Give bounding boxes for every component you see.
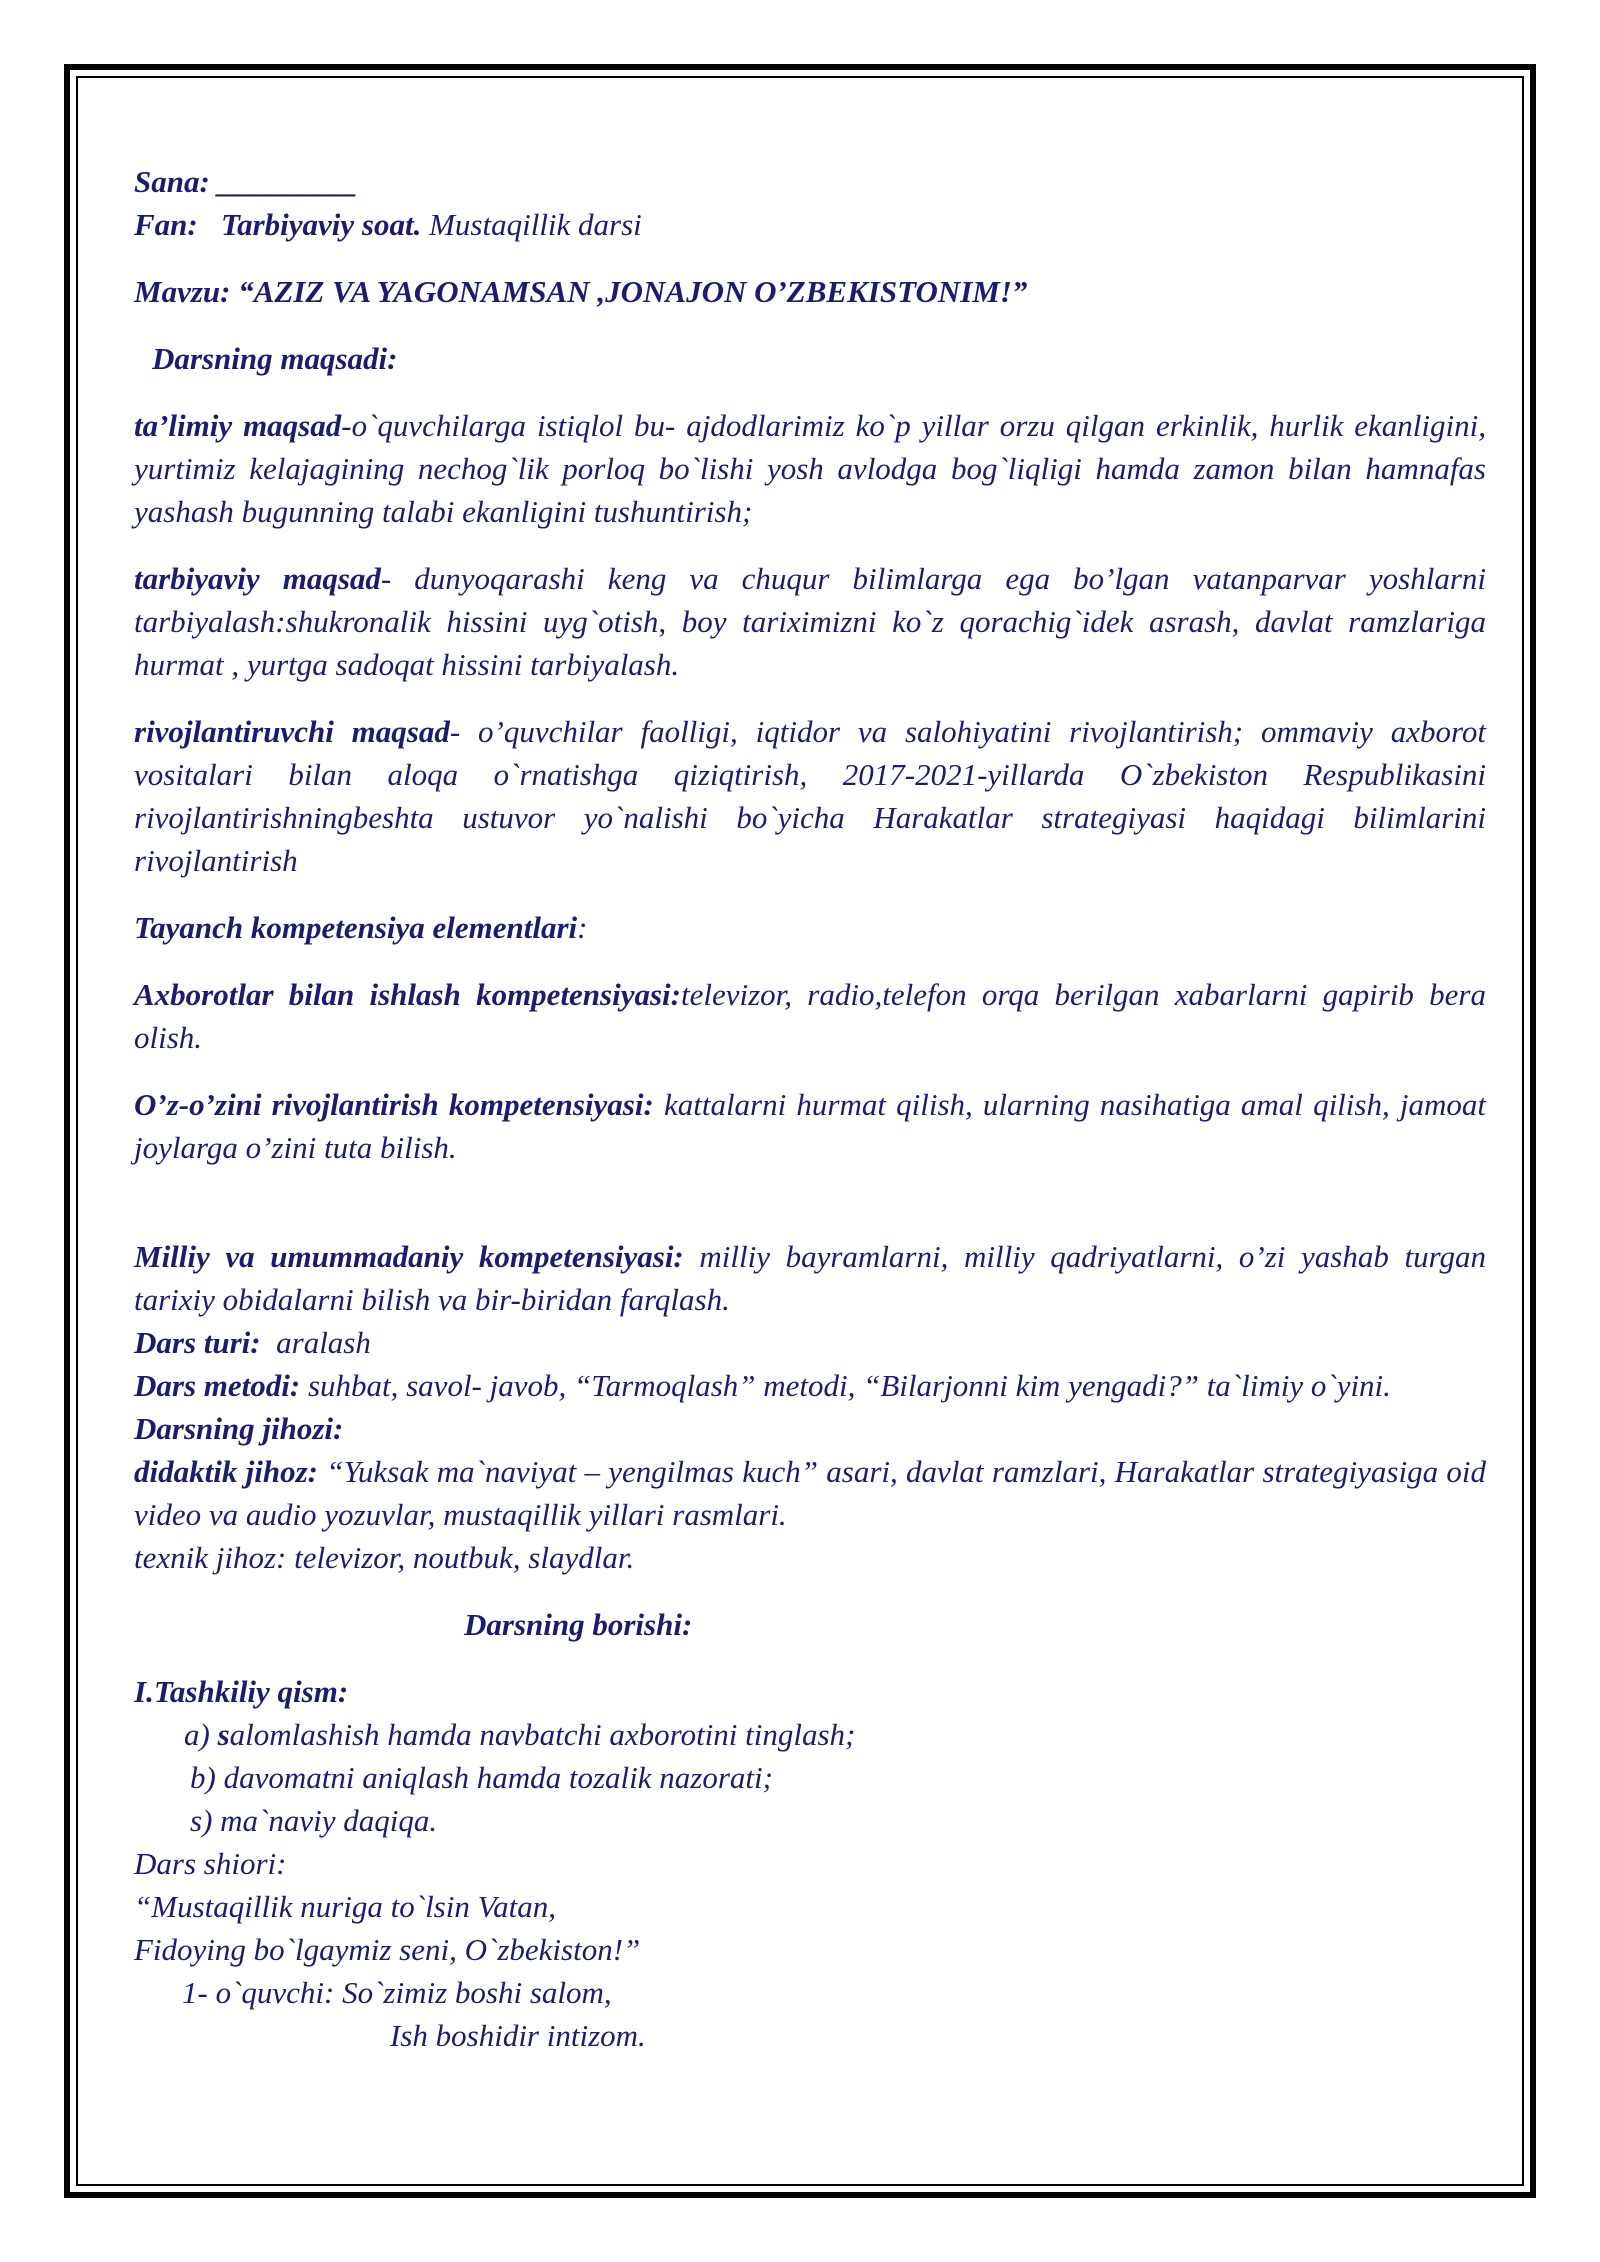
fan-line	[134, 203, 1486, 246]
lesson-plan-document	[134, 160, 1486, 2057]
turi-label: Dars turi:	[134, 1325, 261, 1360]
item-a-text: alomlashish hamda navbatchi axborotini tinglash;	[229, 1717, 856, 1752]
turi-line	[134, 1321, 1486, 1364]
milliy-label: Milliy va umummadaniy kompetensiyasi:	[134, 1239, 684, 1274]
fan-subject: Tarbiyaviy soat.	[221, 207, 422, 242]
sana-blank: _________	[217, 164, 358, 199]
tarbiyaviy-paragraph	[134, 557, 1486, 686]
talimiy-paragraph	[134, 404, 1486, 533]
talimiy-label: ta’limiy maqsad	[134, 408, 342, 443]
list-item-s: s) ma`naviy daqiqa.	[190, 1803, 438, 1838]
talimiy-text: -o`quvchilarga istiqlol bu- ajdodlarimiz ko`p yillar orzu qilgan erkinlik, hurlik ekanligini, yurtimiz kelajagining nechog`lik porloq bo`lishi yosh avlodga bog`liqligi hamda zamon bilan hamnafas yashash bugunning talabi ekanligini tushuntirish;	[134, 408, 1486, 529]
student-1-line: 1- o`quvchi: So`zimiz boshi salom,	[182, 1975, 612, 2010]
fan-rest: Mustaqillik darsi	[429, 207, 642, 242]
turi-text: aralash	[260, 1325, 371, 1360]
metodi-label: Dars metodi:	[134, 1368, 301, 1403]
texnik-line: texnik jihoz: televizor, noutbuk, slaydlar.	[134, 1540, 635, 1575]
tarbiyaviy-text: - dunyoqarashi keng va chuqur bilimlarga ega bo’lgan vatanparvar yoshlarni tarbiyalash:shukronalik hissini uyg`otish, boy tariximizni ko`z qorachig`idek asrash, davlat ramzlariga hurmat , yurtga sadoqat hissini tarbiyalash.	[134, 561, 1487, 682]
procedure-heading-line	[134, 1603, 1486, 1646]
shiori-label: Dars shiori:	[134, 1846, 287, 1881]
milliy-text: milliy bayramlarni, milliy qadriyatlarni, o’zi yashab turgan tarixiy obidalarni bilish va bir-biridan farqlash.	[134, 1239, 1487, 1317]
goals-heading-line	[134, 337, 1486, 380]
competencies-heading: Tayanch kompetensiya elementlari	[134, 910, 578, 945]
mavzu-label: Mavzu:	[134, 274, 231, 309]
competencies-heading-colon: :	[577, 910, 588, 945]
fan-label: Fan:	[134, 207, 198, 242]
ozini-text: kattalarni hurmat qilish, ularning nasihatiga amal qilish, jamoat joylarga o’zini tuta bilish.	[134, 1087, 1486, 1165]
mavzu-line	[134, 270, 1486, 313]
jihozi-heading-line	[134, 1407, 1486, 1450]
part1-heading: I.Tashkiliy qism:	[134, 1674, 349, 1709]
axborot-paragraph	[134, 973, 1486, 1059]
sana-line	[134, 160, 1486, 203]
item-a-prefix: a)	[184, 1717, 218, 1752]
shiori-line-2: Fidoying bo`lgaymiz seni, O`zbekiston!”	[134, 1932, 641, 1967]
ozini-paragraph	[134, 1083, 1486, 1169]
student-1-line-2: Ish boshidir intizom.	[390, 2018, 646, 2053]
didaktik-label: didaktik jihoz:	[134, 1454, 318, 1489]
procedure-heading: Darsning borishi:	[464, 1607, 693, 1642]
axborot-label: Axborotlar bilan ishlash kompetensiyasi:	[134, 977, 681, 1012]
mavzu-title: “AZIZ VA YAGONAMSAN ,JONAJON O’ZBEKISTONIM!”	[238, 274, 1028, 309]
rivoj-paragraph	[134, 710, 1486, 882]
list-item-b: b) davomatni aniqlash hamda tozalik nazorati;	[190, 1760, 773, 1795]
axborot-text: televizor, radio,telefon orqa berilgan xabarlarni gapirib bera olish.	[134, 977, 1486, 1055]
competencies-heading-line	[134, 906, 1486, 949]
metodi-paragraph	[134, 1364, 1486, 1407]
sana-label: Sana:	[134, 164, 210, 199]
rivoj-text: - o’quvchilar faolligi, iqtidor va salohiyatini rivojlantirish; ommaviy axborot vositalari bilan aloqa o`rnatishga qiziqtirish, 2017-2021-yillarda O`zbekiston Respublikasini rivojlantirishningbeshta ustuvor yo`nalishi bo`yicha Harakatlar strategiyasi haqidagi bilimlarini rivojlantirish	[134, 714, 1486, 878]
shiori-line-1: “Mustaqillik nuriga to`lsin Vatan,	[134, 1889, 556, 1924]
goals-heading: Darsning maqsadi:	[152, 341, 398, 376]
list-item-a	[134, 1713, 1486, 1756]
rivoj-label: rivojlantiruvchi maqsad	[134, 714, 450, 749]
didaktik-text: “Yuksak ma`naviyat – yengilmas kuch” asari, davlat ramzlari, Harakatlar strategiyasiga oid video va audio yozuvlar, mustaqillik yillari rasmlari.	[134, 1454, 1486, 1532]
ozini-label: O’z-o’zini rivojlantirish kompetensiyasi:	[134, 1087, 654, 1122]
part1-heading-line	[134, 1670, 1486, 1713]
metodi-text: suhbat, savol- javob, “Tarmoqlash” metodi, “Bilarjonni kim yengadi?” ta`limiy o`yini.	[300, 1368, 1391, 1403]
tarbiyaviy-label: tarbiyaviy maqsad	[134, 561, 381, 596]
milliy-paragraph	[134, 1235, 1486, 1321]
item-a-bold: s	[217, 1717, 230, 1752]
jihozi-heading: Darsning jihozi:	[134, 1411, 344, 1446]
didaktik-paragraph	[134, 1450, 1486, 1536]
